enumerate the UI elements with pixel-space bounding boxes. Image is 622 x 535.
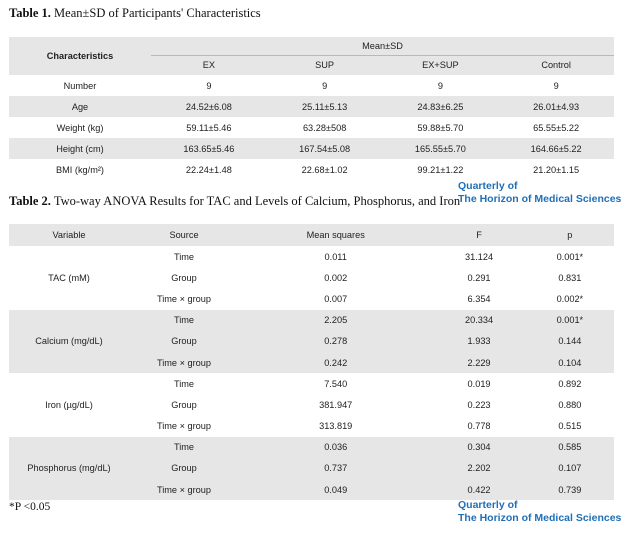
- variable-label: TAC (mM): [48, 272, 90, 283]
- source-cell: Group: [171, 272, 197, 283]
- cell: 0.737: [239, 458, 432, 479]
- cell: 9: [206, 80, 212, 91]
- table-row: [9, 117, 614, 138]
- anova-table: [9, 224, 614, 500]
- cell: 0.049: [239, 479, 432, 500]
- source-cell: Group: [129, 331, 239, 352]
- cell: 0.223: [467, 399, 491, 410]
- cell: 164.66±5.22: [498, 138, 614, 159]
- source-cell: Group: [129, 458, 239, 479]
- column-header: Control: [498, 55, 614, 75]
- table-row: [9, 246, 614, 267]
- cell: 59.88±5.70: [417, 122, 464, 133]
- table-row: [9, 159, 614, 180]
- cell: 0.011: [324, 251, 347, 262]
- row-label: Age: [9, 96, 151, 117]
- source-cell: Time × group: [129, 352, 239, 373]
- row-label: Number: [63, 80, 97, 91]
- watermark-line2: The Horizon of Medical Sciences: [458, 512, 622, 524]
- cell: 65.55±5.22: [533, 122, 580, 133]
- table1-caption: [9, 6, 261, 21]
- cell: 0.104: [526, 352, 614, 373]
- cell: 6.354: [467, 293, 491, 304]
- cell: 21.20±1.15: [533, 164, 580, 175]
- watermark-line2: The Horizon of Medical Sciences: [458, 193, 622, 205]
- cell: 0.144: [526, 331, 614, 352]
- table1-caption-label: Table 1.: [9, 6, 51, 20]
- source-cell: Time: [173, 378, 195, 389]
- cell: 26.01±4.93: [498, 96, 614, 117]
- cell: 381.947: [319, 399, 353, 410]
- table-row: [9, 96, 614, 117]
- cell: 22.68±1.02: [301, 164, 348, 175]
- source-cell: Time: [129, 310, 239, 331]
- cell: 0.107: [526, 458, 614, 479]
- source-cell: Time: [129, 437, 239, 458]
- cell: 1.933: [432, 331, 525, 352]
- cell: 24.83±6.25: [383, 96, 499, 117]
- variable-label: Phosphorus (mg/dL): [9, 437, 129, 501]
- table2-header-row: [9, 224, 614, 246]
- cell: 163.65±5.46: [151, 138, 267, 159]
- cell: 167.54±5.08: [267, 138, 383, 159]
- mean-sd-header: Mean±SD: [151, 37, 614, 55]
- column-header: F: [432, 224, 525, 246]
- cell: 9: [322, 80, 328, 91]
- cell: 2.202: [432, 458, 525, 479]
- participants-table: [9, 37, 614, 180]
- source-cell: Group: [171, 399, 197, 410]
- cell: 24.52±6.08: [151, 96, 267, 117]
- cell: 0.880: [558, 399, 582, 410]
- cell: 0.002: [324, 272, 348, 283]
- cell: 0.019: [467, 378, 491, 389]
- cell: 0.278: [239, 331, 432, 352]
- variable-label: Iron (µg/dL): [45, 399, 93, 410]
- cell: 313.819: [319, 421, 353, 432]
- variable-label: Calcium (mg/dL): [9, 310, 129, 374]
- cell: 0.585: [526, 437, 614, 458]
- cell: 0.036: [239, 437, 432, 458]
- cell: 0.007: [324, 293, 348, 304]
- cell: 9: [553, 80, 559, 91]
- source-cell: Time: [173, 251, 195, 262]
- column-header: Variable: [9, 224, 129, 246]
- row-label: Height (cm): [9, 138, 151, 159]
- cell: 0.831: [558, 272, 582, 283]
- cell: 59.11±5.46: [186, 122, 232, 133]
- cell: 0.001*: [526, 310, 614, 331]
- cell: 0.001*: [556, 251, 584, 262]
- table-row: [9, 75, 614, 96]
- characteristics-header: Characteristics: [9, 37, 151, 75]
- cell: 0.242: [239, 352, 432, 373]
- table-row: [9, 437, 614, 458]
- row-label: BMI (kg/m²): [56, 164, 104, 175]
- table-row: [9, 310, 614, 331]
- table2-caption-text: Two-way ANOVA Results for TAC and Levels of Calcium, Phosphorus, and Iron: [53, 194, 461, 208]
- cell: 20.334: [432, 310, 525, 331]
- watermark-line1: Quarterly of: [458, 180, 518, 192]
- cell: 25.11±5.13: [267, 96, 383, 117]
- column-header: p: [526, 224, 614, 246]
- journal-watermark: [458, 180, 621, 206]
- cell: 0.515: [558, 421, 582, 432]
- cell: 0.291: [467, 272, 491, 283]
- cell: 0.739: [526, 479, 614, 500]
- footnote: *P <0.05: [9, 501, 51, 513]
- cell: 63.28±508: [302, 122, 347, 133]
- column-header: EX: [151, 55, 267, 75]
- cell: 7.540: [324, 378, 348, 389]
- cell: 0.304: [432, 437, 525, 458]
- table-row: [9, 138, 614, 159]
- cell: 2.229: [432, 352, 525, 373]
- cell: 0.892: [558, 378, 582, 389]
- cell: 0.778: [467, 421, 491, 432]
- cell: 2.205: [239, 310, 432, 331]
- source-cell: Time × group: [156, 293, 212, 304]
- source-cell: Time × group: [129, 479, 239, 500]
- cell: 165.55±5.70: [383, 138, 499, 159]
- table2-caption: [9, 194, 460, 209]
- row-label: Weight (kg): [56, 122, 104, 133]
- column-header: SUP: [267, 55, 383, 75]
- source-cell: Time × group: [156, 421, 212, 432]
- cell: 31.124: [464, 251, 494, 262]
- table-row: [9, 373, 614, 394]
- journal-watermark-bottom: [458, 499, 621, 525]
- column-header: Source: [129, 224, 239, 246]
- cell: 9: [437, 80, 443, 91]
- table1-header-row: [9, 37, 614, 55]
- cell: 99.21±1.22: [417, 164, 464, 175]
- column-header: Mean squares: [239, 224, 432, 246]
- cell: 0.422: [432, 479, 525, 500]
- cell: 0.002*: [556, 293, 584, 304]
- column-header: EX+SUP: [383, 55, 499, 75]
- cell: 22.24±1.48: [185, 164, 232, 175]
- table1-caption-text: Mean±SD of Participants' Characteristics: [54, 6, 261, 20]
- table2-caption-label: Table 2.: [9, 194, 51, 208]
- watermark-line1: Quarterly of: [458, 499, 518, 511]
